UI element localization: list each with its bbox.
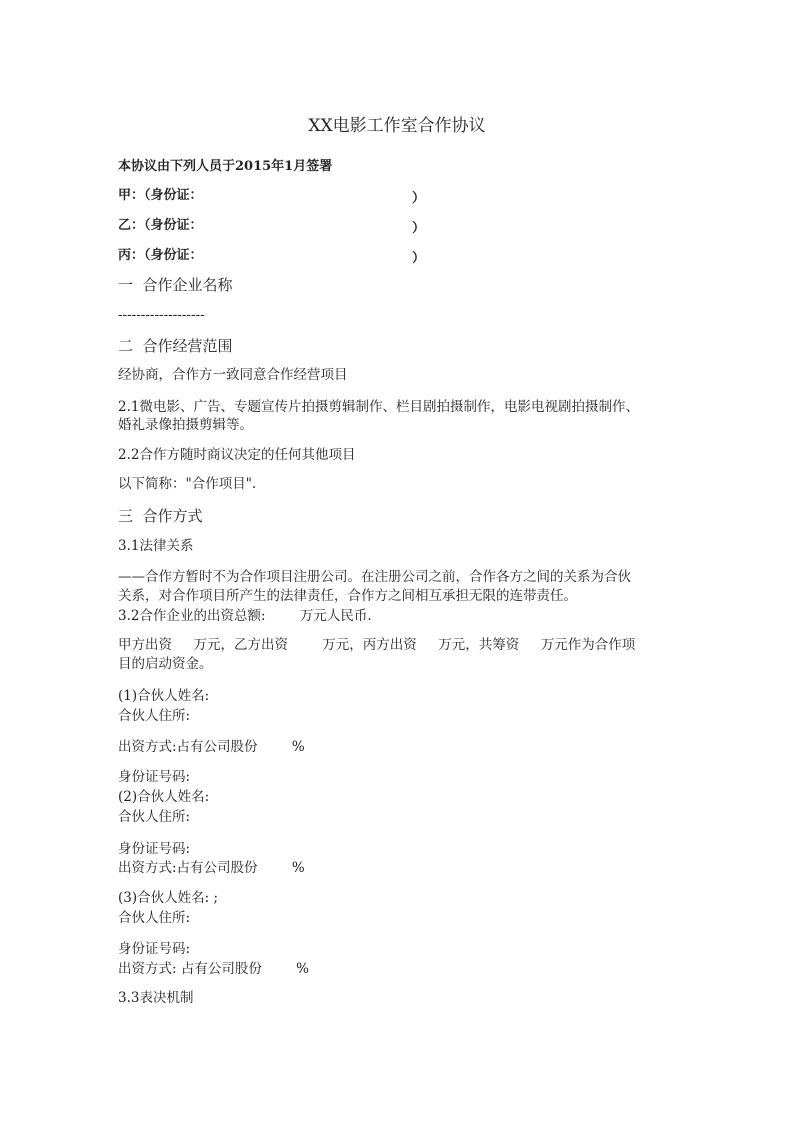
para: 2.1微电影、广告、专题宣传片拍摄剪辑制作、栏目剧拍摄制作，电影电视剧拍摄制作、 xyxy=(118,399,639,415)
party-c-close: ） xyxy=(412,251,426,266)
party-c: 丙：（身份证： xyxy=(118,248,203,263)
partner-2-address: 合伙人住所: xyxy=(118,809,191,825)
partner-1-share: 出资方式:占有公司股份 % xyxy=(118,739,305,755)
para: 3.1法律关系 xyxy=(118,538,194,554)
party-a-close: ） xyxy=(412,191,426,206)
party-b-close: ） xyxy=(412,221,426,236)
section-2-heading: 二 合作经营范围 xyxy=(118,337,233,355)
para: 婚礼录像拍摄剪辑等。 xyxy=(118,417,253,433)
section-1-blank: ------------------- xyxy=(118,307,205,323)
doc-title: XX电影工作室合作协议 xyxy=(308,116,486,136)
para: 2.2合作方随时商议决定的任何其他项目 xyxy=(118,447,356,463)
partner-1-name: (1)合伙人姓名: xyxy=(118,688,210,704)
para: 关系，对合作项目所产生的法律责任，合作方之间相互承担无限的连带责任。 xyxy=(118,588,577,604)
partner-2-share: 出资方式:占有公司股份 % xyxy=(118,860,305,876)
para: 3.3表决机制 xyxy=(118,990,194,1006)
section-1-heading: 一 合作企业名称 xyxy=(118,276,233,294)
para: 以下简称："合作项目". xyxy=(118,476,257,492)
party-a: 甲：（身份证： xyxy=(118,188,203,203)
partner-1-id: 身份证号码: xyxy=(118,769,191,785)
party-b: 乙：（身份证： xyxy=(118,218,203,233)
para: 目的启动资金。 xyxy=(118,656,213,672)
intro: 本协议由下列人员于2015年1月签署 xyxy=(118,159,333,174)
partner-2-id: 身份证号码: xyxy=(118,841,191,857)
partner-3-address: 合伙人住所: xyxy=(118,910,191,926)
partner-3-share: 出资方式: 占有公司股份 % xyxy=(118,961,309,977)
para: ——合作方暂时不为合作项目注册公司。在注册公司之前，合作各方之间的关系为合伙 xyxy=(118,569,631,585)
partner-3-name: (3)合伙人姓名: ; xyxy=(118,890,219,906)
para: 甲方出资 万元，乙方出资 万元，丙方出资 万元，共筹资 万元作为合作项 xyxy=(118,637,636,653)
partner-1-address: 合伙人住所: xyxy=(118,708,191,724)
partner-2-name: (2)合伙人姓名: xyxy=(118,789,210,805)
section-3-heading: 三 合作方式 xyxy=(118,507,203,525)
para: 经协商，合作方一致同意合作经营项目 xyxy=(118,367,348,383)
partner-3-id: 身份证号码: xyxy=(118,941,191,957)
para: 3.2合作企业的出资总额: 万元人民币. xyxy=(118,608,372,624)
